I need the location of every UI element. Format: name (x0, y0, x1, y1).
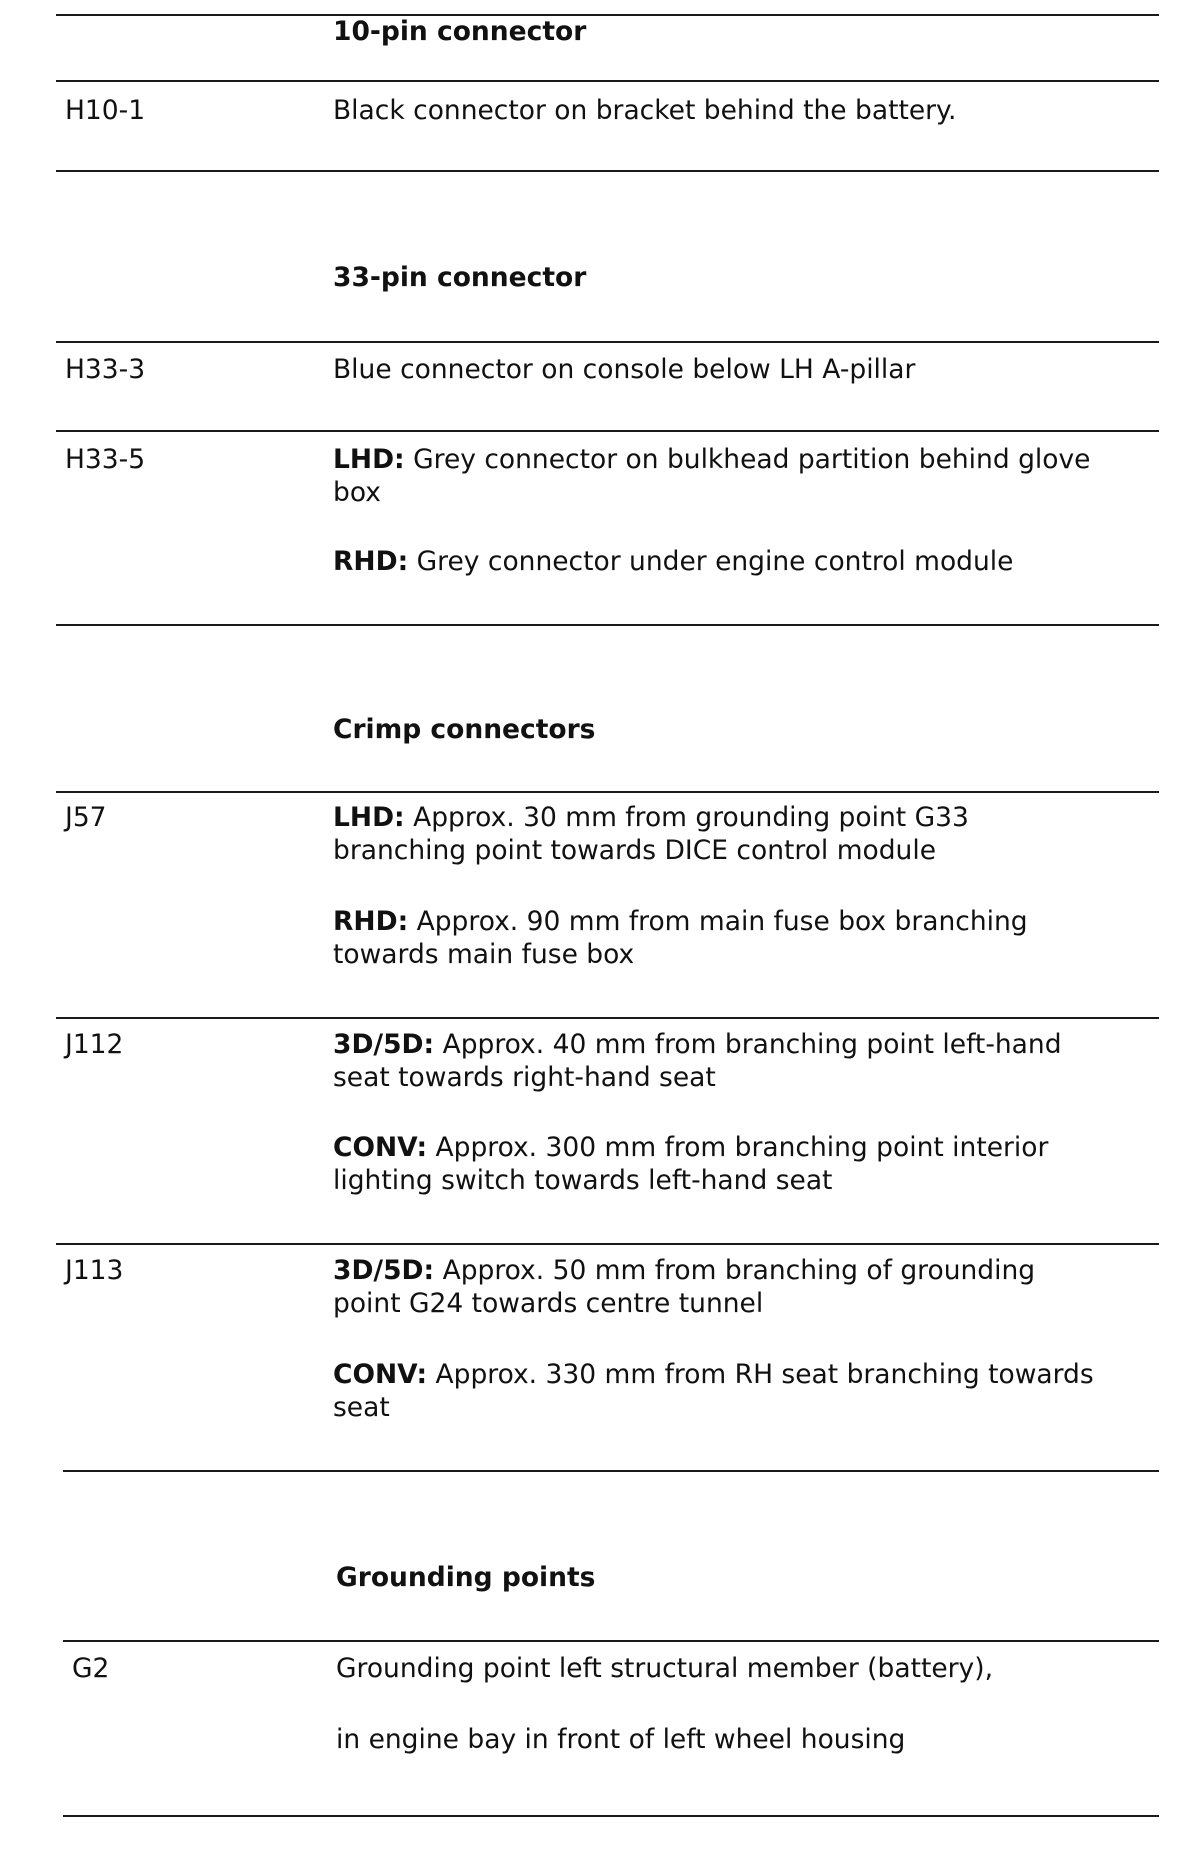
connector-description: box (333, 477, 381, 508)
connector-description: RHD: Grey connector under engine control module (333, 546, 1014, 577)
connector-description: seat (333, 1392, 390, 1423)
connector-code-h33-5: H33-5 (65, 444, 146, 475)
top-rule (56, 14, 1159, 16)
section-heading-grounding: Grounding points (336, 1562, 596, 1593)
connector-description: Blue connector on console below LH A-pillar (333, 354, 916, 385)
connector-description: lighting switch towards left-hand seat (333, 1165, 833, 1196)
connector-code-j112: J112 (65, 1029, 124, 1060)
connector-code-j113: J113 (65, 1255, 124, 1286)
connector-description: RHD: Approx. 90 mm from main fuse box branching (333, 906, 1028, 937)
connector-code-h33-3: H33-3 (65, 354, 146, 385)
section-divider (63, 1470, 1159, 1472)
variant-label: 3D/5D: (333, 1255, 435, 1286)
connector-description: point G24 towards centre tunnel (333, 1288, 764, 1319)
section-heading-10-pin: 10-pin connector (333, 16, 587, 47)
section-divider (56, 170, 1159, 172)
row-divider (56, 791, 1159, 793)
row-divider (56, 1243, 1159, 1245)
grounding-description: in engine bay in front of left wheel housing (336, 1724, 906, 1755)
variant-label: RHD: (333, 546, 409, 577)
row-divider (63, 1640, 1159, 1642)
row-divider (56, 1017, 1159, 1019)
variant-label: 3D/5D: (333, 1029, 435, 1060)
connector-description: seat towards right-hand seat (333, 1062, 716, 1093)
connector-description: Black connector on bracket behind the battery. (333, 95, 957, 126)
connector-description: CONV: Approx. 300 mm from branching point interior (333, 1132, 1049, 1163)
variant-label: CONV: (333, 1132, 428, 1163)
variant-label: RHD: (333, 906, 409, 937)
variant-label: LHD: (333, 802, 405, 833)
bottom-rule (63, 1815, 1159, 1817)
grounding-code-g2: G2 (72, 1653, 110, 1684)
connector-description: LHD: Approx. 30 mm from grounding point G33 (333, 802, 969, 833)
connector-description: 3D/5D: Approx. 40 mm from branching point left-hand (333, 1029, 1062, 1060)
connector-code-j57: J57 (65, 802, 107, 833)
variant-label: CONV: (333, 1359, 428, 1390)
connector-description: LHD: Grey connector on bulkhead partition behind glove (333, 444, 1091, 475)
connector-description: 3D/5D: Approx. 50 mm from branching of grounding (333, 1255, 1036, 1286)
row-divider (56, 430, 1159, 432)
row-divider (56, 80, 1159, 82)
section-heading-33-pin: 33-pin connector (333, 262, 587, 293)
connector-description: towards main fuse box (333, 939, 635, 970)
variant-label: LHD: (333, 444, 405, 475)
connector-description: branching point towards DICE control module (333, 835, 937, 866)
connector-code-h10-1: H10-1 (65, 95, 146, 126)
grounding-description: Grounding point left structural member (battery), (336, 1653, 993, 1684)
section-divider (56, 624, 1159, 626)
section-heading-crimp: Crimp connectors (333, 714, 596, 745)
connector-description: CONV: Approx. 330 mm from RH seat branching towards (333, 1359, 1094, 1390)
row-divider (56, 341, 1159, 343)
